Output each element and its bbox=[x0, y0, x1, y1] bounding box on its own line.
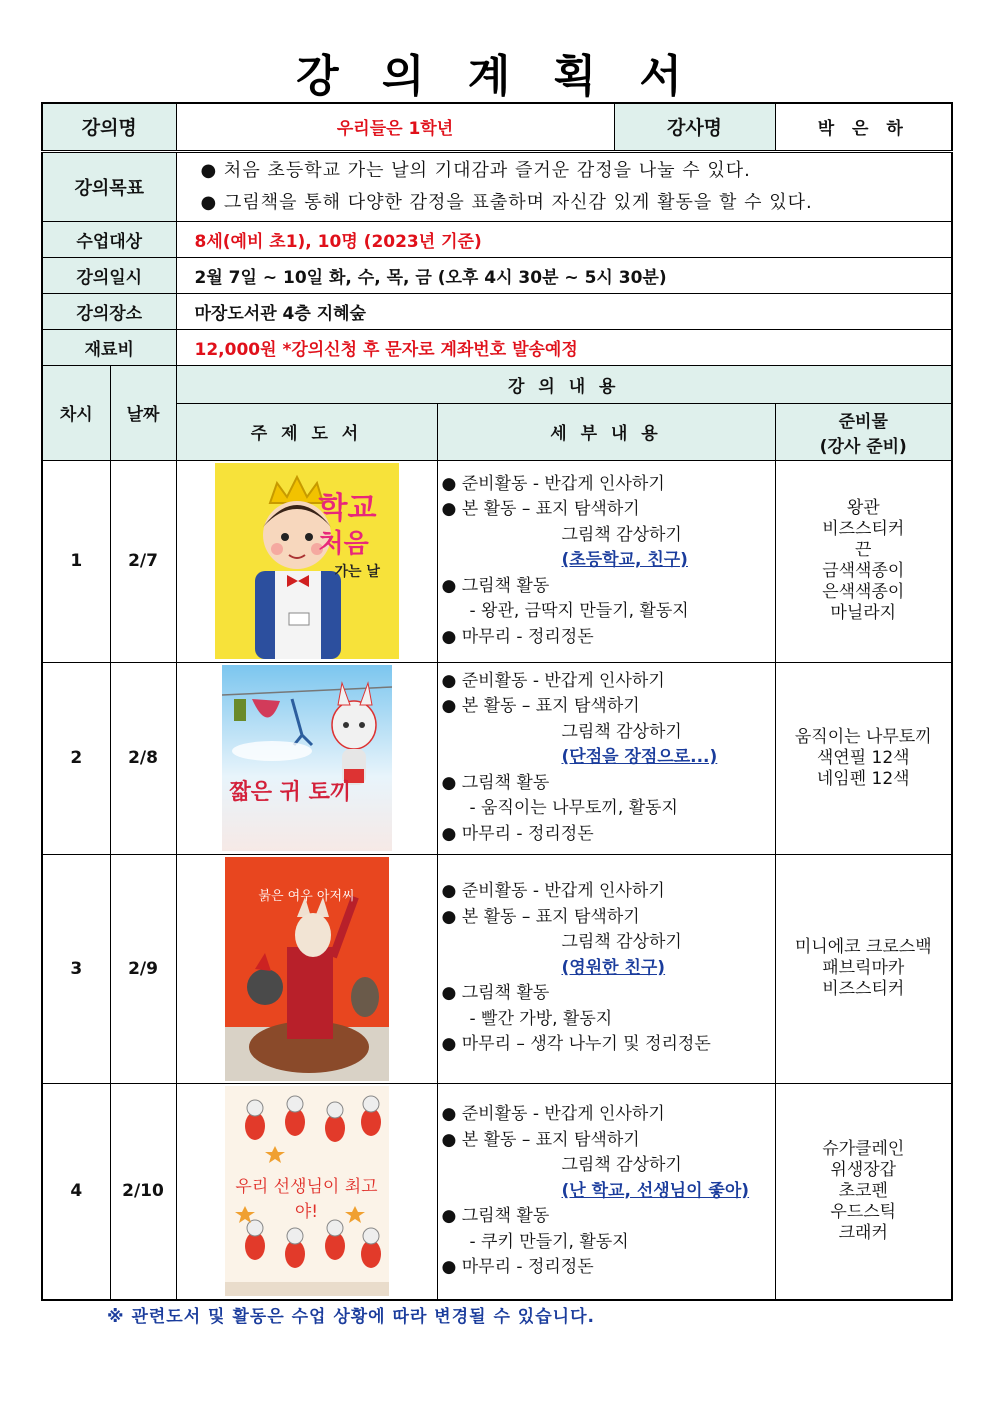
session-detail bbox=[437, 854, 775, 1083]
date-header: 날짜 bbox=[110, 365, 176, 460]
document-title: 강 의 계 획 서 bbox=[296, 51, 696, 102]
bullet-icon: ● bbox=[441, 1129, 457, 1150]
detail-topic: (초등학교, 친구) bbox=[561, 550, 688, 571]
detail-line: 본 활동 – 표지 탐색하기 bbox=[461, 696, 640, 717]
material-item: 우드스틱 bbox=[830, 1201, 897, 1222]
detail-topic: (단점을 장점으로...) bbox=[561, 747, 718, 768]
session-row-2 bbox=[42, 662, 952, 854]
detail-subline: - 왕관, 금딱지 만들기, 활동지 bbox=[469, 601, 689, 622]
material-item: 패브릭마카 bbox=[822, 958, 905, 978]
session-date: 2/9 bbox=[110, 854, 176, 1083]
goal-item-2: ● 그림책을 통해 다양한 감정을 표출하며 자신감 있게 활동을 할 수 있다. bbox=[200, 191, 813, 213]
fee-label: 재료비 bbox=[42, 329, 176, 365]
course-name: 우리들은 1학년 bbox=[176, 103, 614, 151]
teacher-name: 박 은 하 bbox=[775, 103, 952, 151]
book-cover-illustration bbox=[222, 665, 392, 851]
lecture-plan-table bbox=[41, 102, 953, 1301]
detail-line: 그림책 활동 bbox=[461, 1206, 550, 1226]
course-row bbox=[42, 103, 952, 151]
book-title-line-2: 처음 bbox=[318, 529, 369, 559]
detail-subline: - 움직이는 나무토끼, 활동지 bbox=[469, 798, 678, 819]
fee-value: 12,000원 *강의신청 후 문자로 계좌번호 발송예정 bbox=[176, 329, 952, 365]
detail-topic: (난 학교, 선생님이 좋아) bbox=[561, 1180, 750, 1201]
target-label: 수업대상 bbox=[42, 221, 176, 257]
session-number: 1 bbox=[42, 460, 110, 662]
goals-label: 강의목표 bbox=[42, 151, 176, 221]
material-item: 비즈스티커 bbox=[822, 979, 905, 999]
bullet-icon: ● bbox=[441, 823, 457, 844]
material-item: 왕관 bbox=[846, 498, 880, 518]
session-materials bbox=[775, 1083, 952, 1300]
material-item: 금색색종이 bbox=[822, 561, 905, 581]
bullet-icon: ● bbox=[441, 626, 457, 647]
session-row-1 bbox=[42, 460, 952, 662]
session-detail bbox=[437, 662, 775, 854]
book-title: 우리 선생님이 최고야! bbox=[235, 1177, 378, 1223]
detail-subline: - 쿠키 만들기, 활동지 bbox=[469, 1231, 629, 1252]
detail-topic: (영원한 친구) bbox=[561, 957, 666, 978]
book-cover-image bbox=[215, 463, 399, 659]
material-item: 마닐라지 bbox=[830, 603, 897, 623]
material-item: 초코펜 bbox=[838, 1180, 888, 1201]
session-date: 2/8 bbox=[110, 662, 176, 854]
info-row-location bbox=[42, 293, 952, 329]
target-value: 8세(예비 초1), 10명 (2023년 기준) bbox=[176, 221, 952, 257]
detail-line: 마무리 – 생각 나누기 및 정리정돈 bbox=[461, 1034, 711, 1055]
detail-line: 준비활동 - 반갑게 인사하기 bbox=[461, 473, 665, 494]
book-title: 붉은 여우 아저씨 bbox=[258, 888, 355, 904]
session-date: 2/7 bbox=[110, 460, 176, 662]
materials-header bbox=[775, 403, 952, 460]
info-row-datetime bbox=[42, 257, 952, 293]
material-item: 네임펜 12색 bbox=[816, 768, 910, 789]
detail-subline: - 빨간 가방, 활동지 bbox=[469, 1008, 613, 1029]
session-materials bbox=[775, 662, 952, 854]
material-item: 위생장갑 bbox=[830, 1159, 897, 1180]
session-row-4 bbox=[42, 1083, 952, 1300]
bullet-icon: ● bbox=[441, 499, 457, 520]
book-cover-cell bbox=[176, 460, 437, 662]
bullet-icon: ● bbox=[441, 575, 457, 596]
bullet-icon: ● bbox=[441, 881, 457, 902]
location-label: 강의장소 bbox=[42, 293, 176, 329]
session-number: 4 bbox=[42, 1083, 110, 1300]
detail-line: 마무리 - 정리정돈 bbox=[461, 1257, 594, 1277]
materials-header-line-2: (강사 준비) bbox=[819, 436, 907, 457]
session-detail bbox=[437, 1083, 775, 1300]
material-item: 슈가클레인 bbox=[822, 1138, 905, 1159]
material-item: 은색색종이 bbox=[822, 582, 905, 602]
book-cover-cell bbox=[176, 1083, 437, 1300]
book-title: 짧은 귀 토끼 bbox=[229, 780, 352, 805]
info-row-fee bbox=[42, 329, 952, 365]
session-detail bbox=[437, 460, 775, 662]
course-label: 강의명 bbox=[42, 103, 176, 151]
detail-header: 세 부 내 용 bbox=[437, 403, 775, 460]
bullet-icon: ● bbox=[441, 983, 457, 1004]
material-item: 크래커 bbox=[838, 1222, 888, 1243]
book-cover-image bbox=[222, 665, 392, 851]
session-date: 2/10 bbox=[110, 1083, 176, 1300]
detail-line: 그림책 활동 bbox=[461, 772, 550, 793]
detail-line: 본 활동 – 표지 탐색하기 bbox=[461, 1129, 640, 1150]
info-row-target bbox=[42, 221, 952, 257]
book-cover-cell bbox=[176, 854, 437, 1083]
materials-header-line-1: 준비물 bbox=[838, 411, 888, 432]
material-item: 미니에코 크로스백 bbox=[794, 937, 932, 957]
bullet-icon: ● bbox=[441, 1034, 457, 1055]
bullet-icon: ● bbox=[441, 1104, 457, 1124]
detail-line: 그림책 감상하기 bbox=[561, 1155, 682, 1175]
datetime-value: 2월 7일 ~ 10일 화, 수, 목, 금 (오후 4시 30분 ~ 5시 30분) bbox=[176, 257, 952, 293]
book-cover-image bbox=[225, 1086, 389, 1296]
detail-line: 그림책 감상하기 bbox=[561, 524, 682, 545]
schedule-header-row-2 bbox=[42, 403, 952, 460]
book-title-line-1: 학교 bbox=[318, 491, 377, 526]
material-item: 비즈스티커 bbox=[822, 519, 905, 539]
session-materials bbox=[775, 854, 952, 1083]
datetime-label: 강의일시 bbox=[42, 257, 176, 293]
bullet-icon: ● bbox=[441, 772, 457, 793]
book-cover-cell bbox=[176, 662, 437, 854]
goal-item-1: ● 처음 초등학교 가는 날의 기대감과 즐거운 감정을 나눌 수 있다. bbox=[200, 159, 751, 181]
detail-line: 준비활동 - 반갑게 인사하기 bbox=[461, 1104, 665, 1124]
goals-row bbox=[42, 151, 952, 221]
detail-line: 마무리 - 정리정돈 bbox=[461, 626, 594, 647]
bullet-icon: ● bbox=[441, 1257, 457, 1277]
detail-line: 그림책 감상하기 bbox=[561, 932, 682, 953]
session-row-3 bbox=[42, 854, 952, 1083]
book-header: 주 제 도 서 bbox=[176, 403, 437, 460]
book-cover-image bbox=[225, 857, 389, 1081]
session-materials bbox=[775, 460, 952, 662]
detail-line: 그림책 감상하기 bbox=[561, 721, 682, 742]
schedule-header-row-1 bbox=[42, 365, 952, 403]
bullet-icon: ● bbox=[441, 906, 457, 927]
bullet-icon: ● bbox=[441, 1206, 457, 1226]
bullet-icon: ● bbox=[441, 473, 457, 494]
detail-line: 준비활동 - 반갑게 인사하기 bbox=[461, 881, 665, 902]
session-number: 2 bbox=[42, 662, 110, 854]
bullet-icon: ● bbox=[441, 670, 457, 691]
material-item: 움직이는 나무토끼 bbox=[794, 726, 932, 747]
detail-line: 그림책 활동 bbox=[461, 575, 550, 596]
detail-line: 본 활동 – 표지 탐색하기 bbox=[461, 906, 640, 927]
book-title-line-3: 가는 날 bbox=[334, 564, 380, 580]
detail-line: 마무리 - 정리정돈 bbox=[461, 823, 594, 844]
goals-content bbox=[176, 151, 952, 221]
session-header: 차시 bbox=[42, 365, 110, 460]
material-item: 색연필 12색 bbox=[816, 747, 910, 768]
material-item: 끈 bbox=[855, 540, 872, 560]
detail-line: 본 활동 – 표지 탐색하기 bbox=[461, 499, 640, 520]
detail-line: 준비활동 - 반갑게 인사하기 bbox=[461, 670, 665, 691]
bullet-icon: ● bbox=[441, 696, 457, 717]
content-header: 강 의 내 용 bbox=[176, 365, 952, 403]
teacher-label: 강사명 bbox=[614, 103, 775, 151]
detail-line: 그림책 활동 bbox=[461, 983, 550, 1004]
location-value: 마장도서관 4층 지혜숲 bbox=[176, 293, 952, 329]
session-number: 3 bbox=[42, 854, 110, 1083]
footnote: ※ 관련도서 및 활동은 수업 상황에 따라 변경될 수 있습니다. bbox=[107, 1307, 595, 1327]
